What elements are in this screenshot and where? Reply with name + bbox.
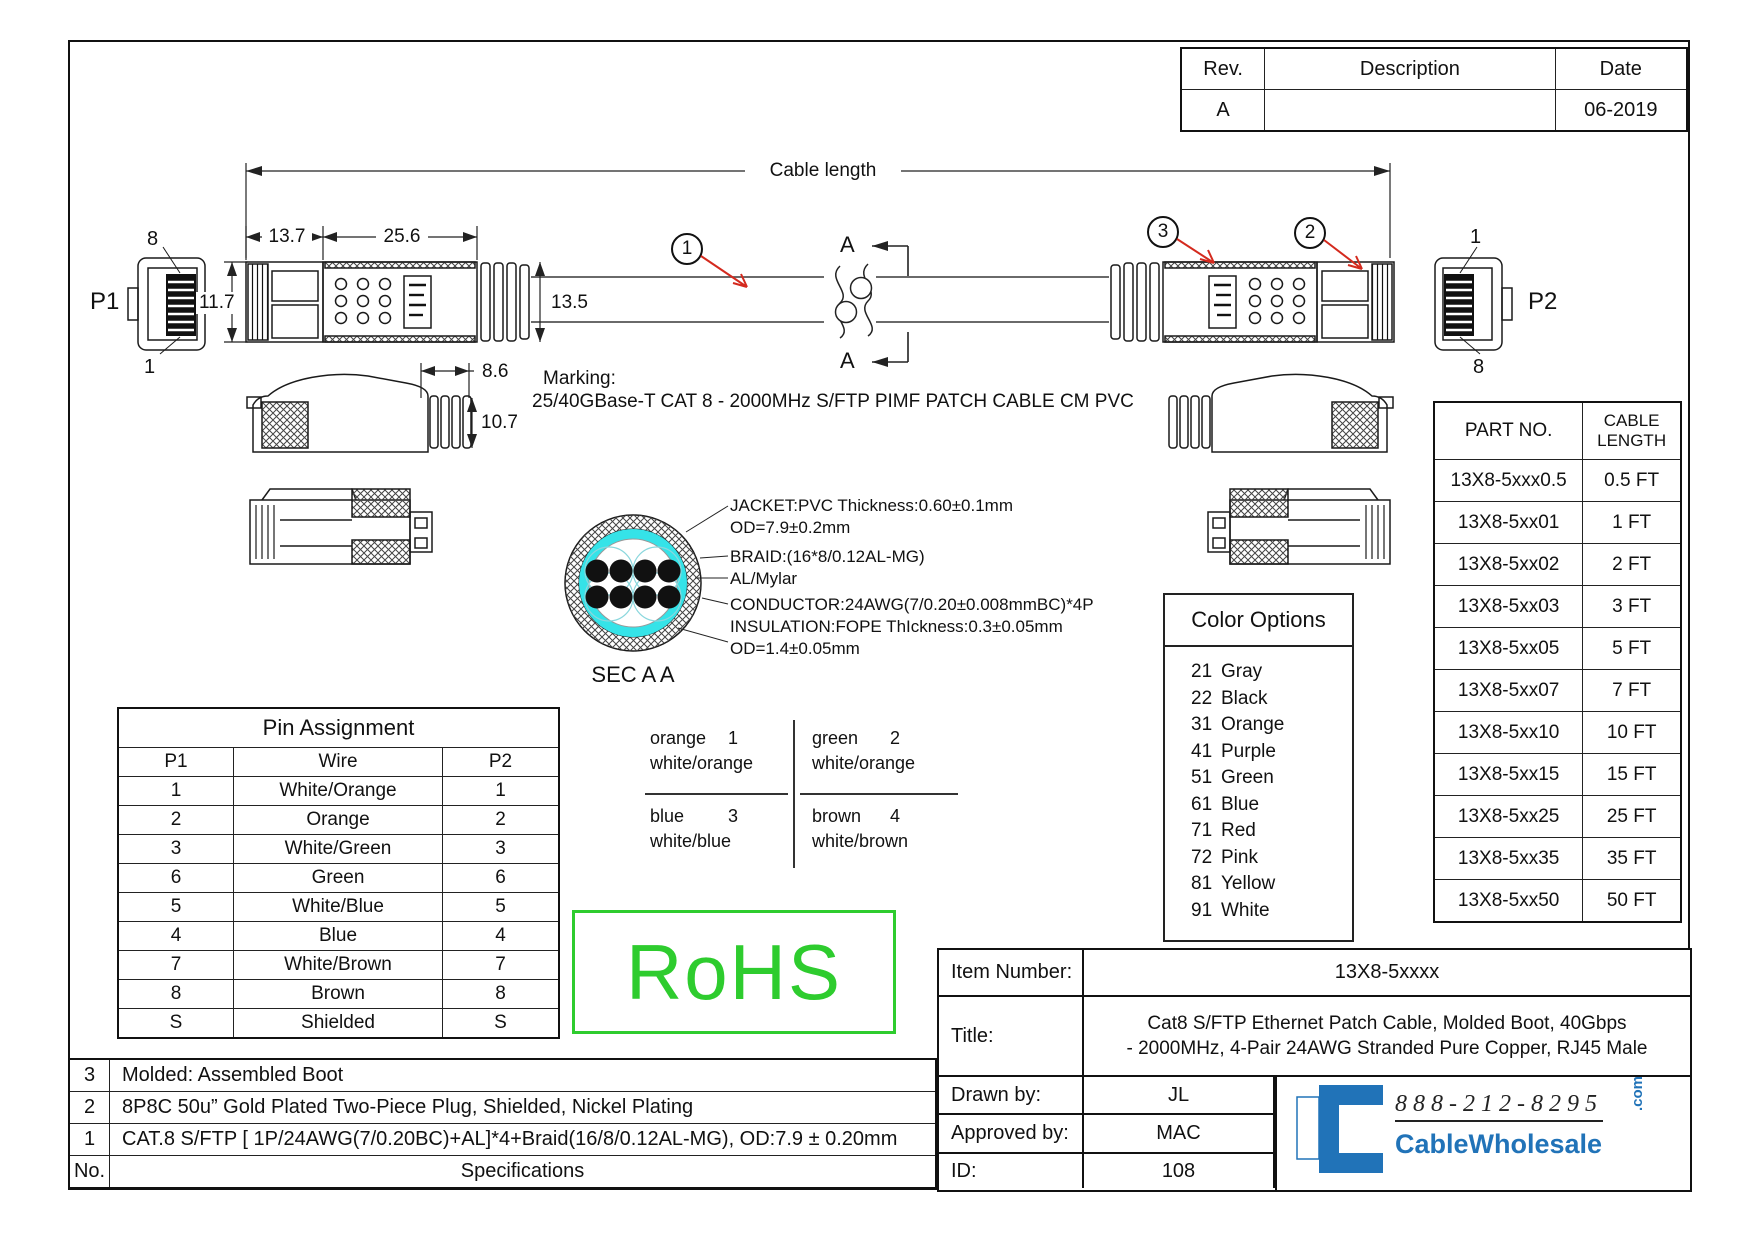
color-option bbox=[1165, 818, 1352, 845]
spec-no: 3 bbox=[69, 1059, 110, 1092]
spec-row bbox=[69, 1059, 936, 1092]
section-a-top-label: A bbox=[840, 232, 855, 257]
id-label: ID: bbox=[939, 1154, 1084, 1188]
color-options-title: Color Options bbox=[1165, 595, 1352, 647]
pair1-num: 1 bbox=[728, 728, 739, 748]
color-name: Black bbox=[1221, 687, 1268, 709]
part-no-cell: 13X8-5xx01 bbox=[1434, 502, 1583, 544]
spec-footer-row bbox=[69, 1156, 936, 1189]
part-no-cell: 13X8-5xx03 bbox=[1434, 586, 1583, 628]
pin-cell: 5 bbox=[443, 893, 560, 922]
dim-13-5-label: 13.5 bbox=[548, 292, 591, 314]
color-code: 22 bbox=[1191, 687, 1213, 709]
part-no-cell: 13X8-5xx10 bbox=[1434, 712, 1583, 754]
section-marker-lines bbox=[872, 241, 908, 367]
pair-divider-vertical bbox=[793, 720, 795, 868]
pin-table-title: Pin Assignment bbox=[118, 708, 559, 748]
logo-phone: 888-212-8295 bbox=[1395, 1091, 1603, 1122]
pair3-num: 3 bbox=[728, 806, 739, 826]
pin-row bbox=[118, 1009, 559, 1039]
cable-length-label: Cable length bbox=[745, 160, 901, 182]
pin-cell: 4 bbox=[118, 922, 234, 951]
pin-row bbox=[118, 922, 559, 951]
spec-text: CAT.8 S/FTP [ 1P/24AWG(7/0.20BC)+AL]*4+Braid(16/8/0.12AL-MG), OD:7.9 ± 0.20mm bbox=[110, 1124, 937, 1156]
spec-text: 8P8C 50u” Gold Plated Two-Piece Plug, Shielded, Nickel Plating bbox=[110, 1092, 937, 1124]
callout-3: 3 bbox=[1157, 221, 1169, 242]
color-name: Blue bbox=[1221, 793, 1260, 815]
color-option bbox=[1165, 712, 1352, 739]
pin-row bbox=[118, 980, 559, 1009]
spec-no: 1 bbox=[69, 1124, 110, 1156]
pin-cell: White/Blue bbox=[234, 893, 443, 922]
pin-cell: White/Green bbox=[234, 835, 443, 864]
title-label: Title: bbox=[939, 997, 1084, 1077]
color-code: 41 bbox=[1191, 740, 1213, 762]
color-options-list bbox=[1165, 647, 1352, 924]
part-row bbox=[1434, 460, 1681, 502]
pin-cell: 8 bbox=[118, 980, 234, 1009]
pin-cell: Shielded bbox=[234, 1009, 443, 1039]
title-value bbox=[1084, 997, 1690, 1077]
pair2-stripe: white/orange bbox=[812, 753, 916, 773]
pin-header-p2: P2 bbox=[443, 748, 560, 777]
part-row bbox=[1434, 838, 1681, 880]
color-code: 81 bbox=[1191, 873, 1213, 895]
spec-footer: Specifications bbox=[110, 1156, 937, 1189]
logo-cell bbox=[1275, 1077, 1692, 1190]
color-option bbox=[1165, 739, 1352, 766]
part-no-cell: 13X8-5xx25 bbox=[1434, 796, 1583, 838]
color-option bbox=[1165, 845, 1352, 872]
pin-cell: S bbox=[443, 1009, 560, 1039]
part-row bbox=[1434, 712, 1681, 754]
callout-braid: BRAID:(16*8/0.12AL-MG) bbox=[730, 547, 925, 566]
part-row bbox=[1434, 502, 1681, 544]
pin-row bbox=[118, 835, 559, 864]
pin-cell: 1 bbox=[118, 777, 234, 806]
spec-text: Molded: Assembled Boot bbox=[110, 1059, 937, 1092]
pair4-num: 4 bbox=[890, 806, 901, 826]
length-cell: 50 FT bbox=[1583, 880, 1681, 923]
description-col-header: Description bbox=[1265, 48, 1555, 90]
cable-lines bbox=[531, 277, 1109, 322]
pin-cell: White/Orange bbox=[234, 777, 443, 806]
pin-cell: 1 bbox=[443, 777, 560, 806]
dim-10-7-label: 10.7 bbox=[478, 412, 521, 434]
pair4-name: brown bbox=[812, 806, 862, 826]
pin-cell: S bbox=[118, 1009, 234, 1039]
part-no-cell: 13X8-5xx50 bbox=[1434, 880, 1583, 923]
callout-2: 2 bbox=[1304, 222, 1316, 243]
color-option bbox=[1165, 871, 1352, 898]
dim-8-6-label: 8.6 bbox=[479, 361, 511, 383]
wire-pair-1 bbox=[650, 726, 762, 776]
spec-no: 2 bbox=[69, 1092, 110, 1124]
part-row bbox=[1434, 670, 1681, 712]
callout-insulation: INSULATION:FOPE ThIckness:0.3±0.05mm bbox=[730, 617, 1063, 636]
color-name: White bbox=[1221, 899, 1270, 921]
color-option bbox=[1165, 792, 1352, 819]
rev-value: A bbox=[1181, 90, 1265, 132]
pin1-label-right: 1 bbox=[1470, 226, 1482, 248]
part-no-cell: 13X8-5xx02 bbox=[1434, 544, 1583, 586]
dim-11-7-label: 11.7 bbox=[196, 292, 238, 314]
revision-table bbox=[1180, 47, 1688, 132]
marking-text: 25/40GBase-T CAT 8 - 2000MHz S/FTP PIMF PATCH CABLE CM PVC bbox=[532, 391, 1134, 412]
pin-cell: 3 bbox=[443, 835, 560, 864]
pin-assignment-table bbox=[117, 707, 560, 1039]
wire-pair-4 bbox=[812, 804, 924, 854]
approved-by-label: Approved by: bbox=[939, 1115, 1084, 1154]
date-col-header: Date bbox=[1555, 48, 1687, 90]
length-cell: 35 FT bbox=[1583, 838, 1681, 880]
description-value bbox=[1265, 90, 1555, 132]
part-no-cell: 13X8-5xxx0.5 bbox=[1434, 460, 1583, 502]
color-name: Green bbox=[1221, 767, 1274, 789]
part-no-header: PART NO. bbox=[1434, 402, 1583, 460]
part-row bbox=[1434, 586, 1681, 628]
color-name: Orange bbox=[1221, 714, 1285, 736]
cable-break-symbol bbox=[836, 264, 873, 338]
item-number-value: 13X8-5xxxx bbox=[1084, 950, 1690, 997]
pin8-label-left: 8 bbox=[147, 228, 159, 250]
part-no-cell: 13X8-5xx35 bbox=[1434, 838, 1583, 880]
spec-row bbox=[69, 1092, 936, 1124]
color-option bbox=[1165, 659, 1352, 686]
color-code: 71 bbox=[1191, 820, 1213, 842]
pin-header-wire: Wire bbox=[234, 748, 443, 777]
approved-by-value: MAC bbox=[1084, 1115, 1275, 1154]
length-cell: 25 FT bbox=[1583, 796, 1681, 838]
pair2-num: 2 bbox=[890, 728, 901, 748]
color-code: 91 bbox=[1191, 899, 1213, 921]
pin-cell: 3 bbox=[118, 835, 234, 864]
color-name: Pink bbox=[1221, 846, 1258, 868]
pin-row bbox=[118, 777, 559, 806]
pin-cell: 2 bbox=[118, 806, 234, 835]
color-code: 72 bbox=[1191, 846, 1213, 868]
section-a-bottom-label: A bbox=[840, 348, 855, 373]
spec-row bbox=[69, 1124, 936, 1156]
pin-cell: 6 bbox=[443, 864, 560, 893]
sec-a-a-label: SEC A A bbox=[591, 662, 675, 687]
callout-insulation-od: OD=1.4±0.05mm bbox=[730, 639, 860, 658]
color-option bbox=[1165, 686, 1352, 713]
id-value: 108 bbox=[1084, 1154, 1275, 1188]
color-option bbox=[1165, 765, 1352, 792]
cross-section-drawing bbox=[565, 506, 728, 651]
color-name: Yellow bbox=[1221, 873, 1276, 895]
title-line2: - 2000MHz, 4-Pair 24AWG Stranded Pure Copper, RJ45 Male bbox=[1126, 1038, 1648, 1059]
color-code: 21 bbox=[1191, 661, 1213, 683]
length-cell: 0.5 FT bbox=[1583, 460, 1681, 502]
length-cell: 1 FT bbox=[1583, 502, 1681, 544]
cable-length-header bbox=[1583, 402, 1681, 460]
wire-pair-3 bbox=[650, 804, 762, 854]
wire-pair-2 bbox=[812, 726, 924, 776]
callout-jacket-od: OD=7.9±0.2mm bbox=[730, 518, 851, 537]
length-cell: 10 FT bbox=[1583, 712, 1681, 754]
cable-length-header-line1: CABLE bbox=[1603, 411, 1660, 430]
part-row bbox=[1434, 796, 1681, 838]
color-name: Red bbox=[1221, 820, 1256, 842]
pin-row bbox=[118, 951, 559, 980]
part-row bbox=[1434, 628, 1681, 670]
length-cell: 15 FT bbox=[1583, 754, 1681, 796]
callout-conductor: CONDUCTOR:24AWG(7/0.20±0.008mmBC)*4P bbox=[730, 595, 1094, 614]
rohs-text: RoHS bbox=[625, 927, 843, 1016]
pin-cell: 4 bbox=[443, 922, 560, 951]
pin-cell: 5 bbox=[118, 893, 234, 922]
logo-brand: CableWholesale bbox=[1395, 1129, 1603, 1159]
p2-label: P2 bbox=[1528, 288, 1558, 315]
color-code: 51 bbox=[1191, 767, 1213, 789]
title-block bbox=[937, 948, 1692, 1192]
pin8-label-right: 8 bbox=[1473, 356, 1485, 378]
callout-al-mylar: AL/Mylar bbox=[730, 569, 798, 588]
pin-cell: 2 bbox=[443, 806, 560, 835]
pair-divider-left bbox=[645, 793, 788, 795]
title-line1: Cat8 S/FTP Ethernet Patch Cable, Molded Boot, 40Gbps bbox=[1147, 1013, 1627, 1034]
date-value: 06-2019 bbox=[1555, 90, 1687, 132]
pin-cell: Orange bbox=[234, 806, 443, 835]
color-options-box bbox=[1163, 593, 1354, 942]
drawn-by-label: Drawn by: bbox=[939, 1077, 1084, 1115]
length-cell: 2 FT bbox=[1583, 544, 1681, 586]
part-number-table bbox=[1433, 401, 1682, 923]
specifications-table bbox=[68, 1058, 937, 1189]
pair4-stripe: white/brown bbox=[812, 831, 909, 851]
pair3-stripe: white/blue bbox=[650, 831, 732, 851]
dim-25-6-label: 25.6 bbox=[376, 226, 428, 248]
callout-jacket: JACKET:PVC Thickness:0.60±0.1mm bbox=[730, 496, 1014, 515]
marking-label: Marking: bbox=[543, 368, 616, 389]
callout-1: 1 bbox=[681, 238, 693, 259]
length-cell: 5 FT bbox=[1583, 628, 1681, 670]
pin-cell: 7 bbox=[443, 951, 560, 980]
pin-cell: Brown bbox=[234, 980, 443, 1009]
color-code: 61 bbox=[1191, 793, 1213, 815]
drawn-by-value: JL bbox=[1084, 1077, 1275, 1115]
pin-cell: 6 bbox=[118, 864, 234, 893]
part-no-cell: 13X8-5xx07 bbox=[1434, 670, 1583, 712]
pin-cell: 7 bbox=[118, 951, 234, 980]
color-code: 31 bbox=[1191, 714, 1213, 736]
pin-cell: 8 bbox=[443, 980, 560, 1009]
pin1-label-left: 1 bbox=[144, 356, 156, 378]
pair3-name: blue bbox=[650, 806, 685, 826]
connector-drawing-left bbox=[128, 247, 529, 564]
logo-tld: .com bbox=[1629, 1075, 1646, 1111]
color-name: Gray bbox=[1221, 661, 1263, 683]
length-cell: 3 FT bbox=[1583, 586, 1681, 628]
dim-13-7-label: 13.7 bbox=[262, 226, 312, 248]
pin-cell: Blue bbox=[234, 922, 443, 951]
color-name: Purple bbox=[1221, 740, 1276, 762]
p1-label: P1 bbox=[90, 288, 120, 315]
part-row bbox=[1434, 544, 1681, 586]
pair2-name: green bbox=[812, 728, 859, 748]
pin-row bbox=[118, 893, 559, 922]
cable-length-header-line2: LENGTH bbox=[1597, 431, 1667, 450]
pin-row bbox=[118, 806, 559, 835]
pin-header-p1: P1 bbox=[118, 748, 234, 777]
length-cell: 7 FT bbox=[1583, 670, 1681, 712]
dim-13-5 bbox=[535, 262, 545, 342]
pair1-stripe: white/orange bbox=[650, 753, 754, 773]
pin-cell: Green bbox=[234, 864, 443, 893]
spec-no-label: No. bbox=[69, 1156, 110, 1189]
part-row bbox=[1434, 754, 1681, 796]
color-option bbox=[1165, 898, 1352, 925]
pair-divider-right bbox=[800, 793, 958, 795]
cablewholesale-logo-icon bbox=[1291, 1079, 1401, 1189]
part-no-cell: 13X8-5xx15 bbox=[1434, 754, 1583, 796]
item-number-label: Item Number: bbox=[939, 950, 1084, 997]
part-no-cell: 13X8-5xx05 bbox=[1434, 628, 1583, 670]
pair1-name: orange bbox=[650, 728, 707, 748]
rev-col-header: Rev. bbox=[1181, 48, 1265, 90]
pin-row bbox=[118, 864, 559, 893]
part-row bbox=[1434, 880, 1681, 923]
pin-cell: White/Brown bbox=[234, 951, 443, 980]
rohs-badge bbox=[572, 910, 896, 1034]
